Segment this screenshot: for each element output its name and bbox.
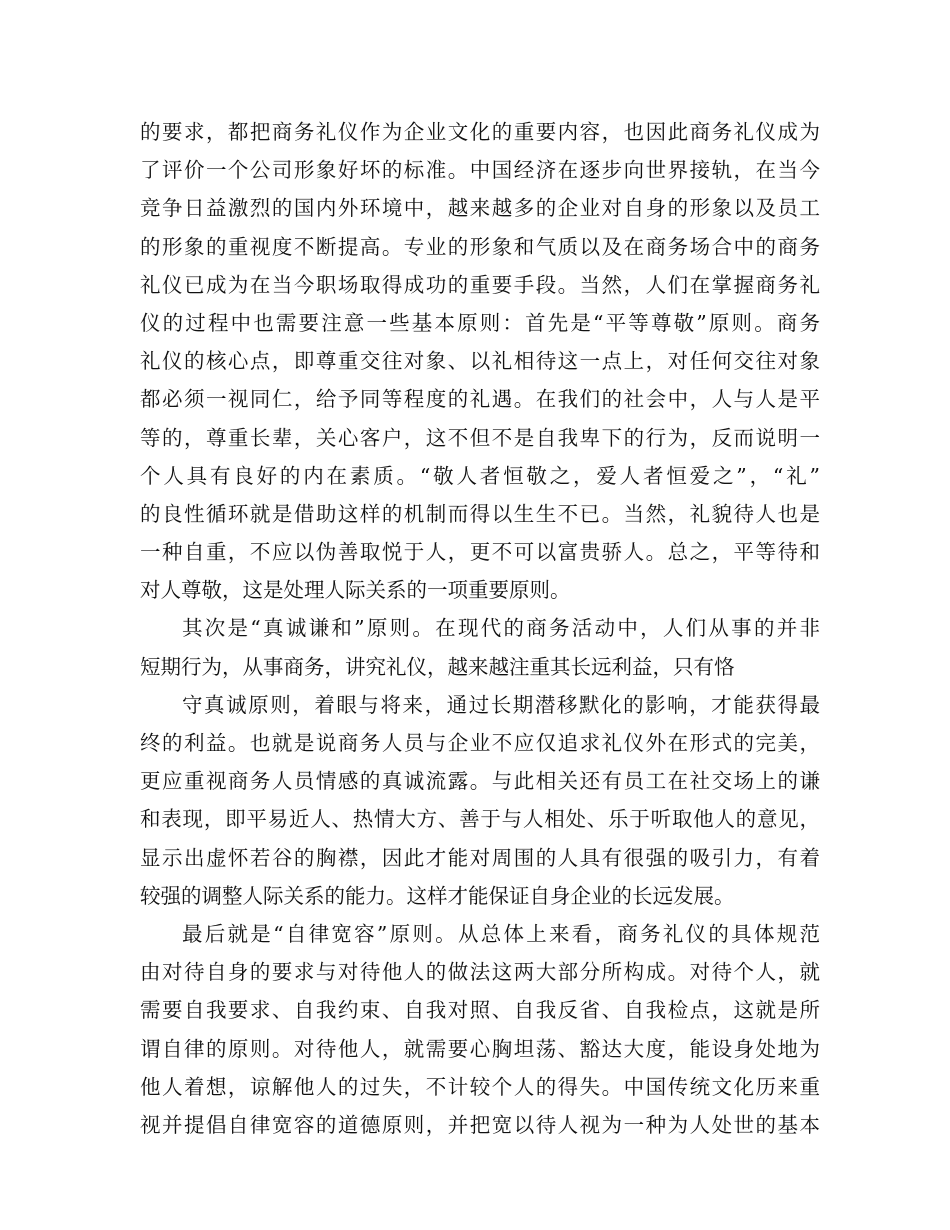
text-line: 需要自我要求、自我约束、自我对照、自我反省、自我检点，这就是所: [140, 998, 820, 1023]
text-line: 谓自律的原则。对待他人，就需要心胸坦荡、豁达大度，能设身处地为: [140, 1036, 820, 1061]
text-line: 都必须一视同仁，给予同等程度的礼遇。在我们的社会中，人与人是平: [140, 387, 820, 412]
text-line: 更应重视商务人员情感的真诚流露。与此相关还有员工在社交场上的谦: [140, 769, 820, 794]
text-line: 的要求，都把商务礼仪作为企业文化的重要内容，也因此商务礼仪成为: [140, 120, 820, 144]
text-line: 等的，尊重长辈，关心客户，这不但不是自我卑下的行为，反而说明一: [140, 425, 820, 450]
text-line: 守真诚原则，着眼与将来，通过长期潜移默化的影响，才能获得最: [182, 692, 820, 717]
text-line: 最后就是“自律宽容”原则。从总体上来看，商务礼仪的具体规范: [182, 921, 820, 946]
text-line: 和表现，即平易近人、热情大方、善于与人相处、乐于听取他人的意见，: [140, 807, 820, 832]
text-line: 较强的调整人际关系的能力。这样才能保证自身企业的长远发展。: [140, 883, 735, 908]
text-line: 显示出虚怀若谷的胸襟，因此才能对周围的人具有很强的吸引力，有着: [140, 845, 820, 870]
text-line: 仪的过程中也需要注意一些基本原则：首先是“平等尊敬”原则。商务: [140, 310, 820, 335]
text-line: 对人尊敬，这是处理人际关系的一项重要原则。: [140, 578, 571, 603]
text-line: 视并提倡自律宽容的道德原则，并把宽以待人视为一种为人处世的基本: [140, 1112, 820, 1137]
document-body-text: [140, 113, 820, 1144]
text-line: 的良性循环就是借助这样的机制而得以生生不已。当然，礼貌待人也是: [140, 501, 820, 526]
text-line: 了评价一个公司形象好坏的标准。中国经济在逐步向世界接轨，在当今: [140, 158, 820, 183]
text-line: 他人着想，谅解他人的过失，不计较个人的得失。中国传统文化历来重: [140, 1074, 820, 1099]
text-line: 的形象的重视度不断提高。专业的形象和气质以及在商务场合中的商务: [140, 234, 820, 259]
text-line: 竞争日益激烈的国内外环境中，越来越多的企业对自身的形象以及员工: [140, 196, 820, 221]
text-line: 由对待自身的要求与对待他人的做法这两大部分所构成。对待个人，就: [140, 960, 820, 985]
text-line: 短期行为，从事商务，讲究礼仪，越来越注重其长远利益，只有恪: [140, 654, 735, 679]
text-line: 个人具有良好的内在素质。“敬人者恒敬之，爱人者恒爱之”，“礼”: [140, 463, 820, 488]
text-line: 终的利益。也就是说商务人员与企业不应仅追求礼仪外在形式的完美，: [140, 731, 820, 755]
text-line: 其次是“真诚谦和”原则。在现代的商务活动中，人们从事的并非: [182, 616, 820, 641]
text-line: 礼仪的核心点，即尊重交往对象、以礼相待这一点上，对任何交往对象: [140, 349, 820, 374]
text-line: 一种自重，不应以伪善取悦于人，更不可以富贵骄人。总之，平等待和: [140, 540, 820, 565]
text-line: 礼仪已成为在当今职场取得成功的重要手段。当然，人们在掌握商务礼: [140, 272, 820, 297]
